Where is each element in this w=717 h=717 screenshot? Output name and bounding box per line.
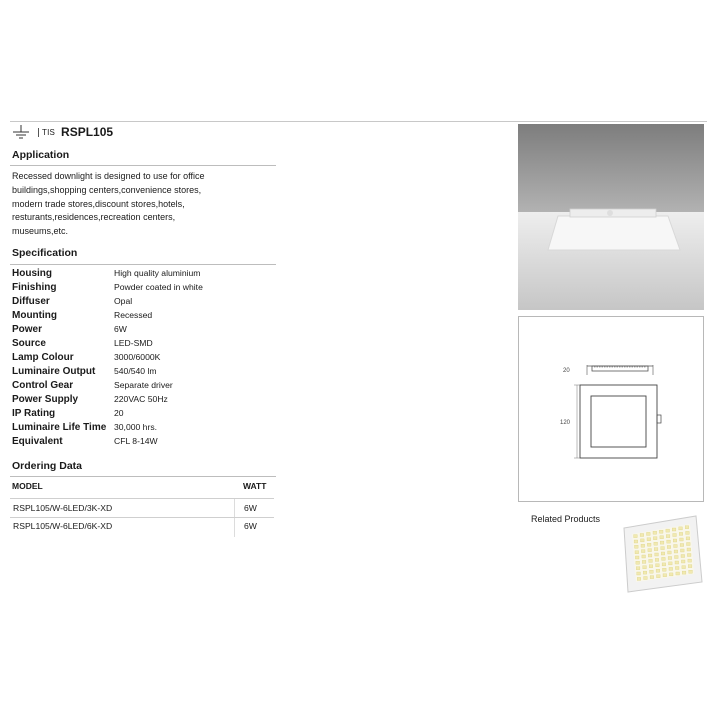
ordering-title: Ordering Data xyxy=(12,460,83,472)
led-bead xyxy=(637,577,641,580)
order-model: RSPL105/W-6LED/6K-XD xyxy=(13,521,113,531)
spec-key: Housing xyxy=(12,267,52,279)
spec-key: Power Supply xyxy=(12,393,79,405)
led-bead xyxy=(636,567,640,570)
led-bead xyxy=(659,530,663,533)
led-bead xyxy=(675,561,679,564)
dimension-diagram xyxy=(519,317,703,501)
spec-value: Opal xyxy=(114,296,133,306)
application-line: modern trade stores,discount stores,hotels, xyxy=(12,198,185,209)
product-header xyxy=(12,124,113,140)
led-bead xyxy=(642,555,646,558)
led-bead xyxy=(636,561,640,564)
led-bead xyxy=(661,547,665,550)
led-bead xyxy=(653,531,657,534)
application-line: resturants,residences,recreation centers, xyxy=(12,212,176,223)
specification-title: Specification xyxy=(12,247,78,259)
order-watt: 6W xyxy=(244,521,257,531)
spec-value: 6W xyxy=(114,324,127,334)
application-line: museums,etc. xyxy=(12,226,69,237)
spec-value: 220VAC 50Hz xyxy=(114,394,168,404)
application-title: Application xyxy=(12,149,70,161)
led-bead xyxy=(662,563,666,566)
led-bead xyxy=(666,529,670,532)
led-bead xyxy=(669,573,673,576)
application-rule xyxy=(10,165,276,166)
order-model: RSPL105/W-6LED/3K-XD xyxy=(13,503,113,513)
led-bead xyxy=(675,556,679,559)
led-bead xyxy=(647,543,651,546)
led-bead xyxy=(644,577,648,580)
led-bead xyxy=(661,552,665,555)
led-bead xyxy=(640,534,644,537)
spec-value: 30,000 hrs. xyxy=(114,422,157,432)
spec-value: Recessed xyxy=(114,310,153,320)
led-bead xyxy=(641,550,645,553)
led-bead xyxy=(681,549,685,552)
spec-key: IP Rating xyxy=(12,407,56,419)
led-bead xyxy=(647,538,651,541)
led-bead xyxy=(641,539,645,542)
spec-row xyxy=(12,308,274,322)
led-bead xyxy=(679,527,683,530)
led-bead xyxy=(688,559,692,562)
led-bead xyxy=(657,575,661,578)
led-bead xyxy=(643,566,647,569)
led-bead xyxy=(656,564,660,567)
spec-row xyxy=(12,294,274,308)
led-bead xyxy=(666,535,670,538)
led-bead xyxy=(635,551,639,554)
spec-value: 20 xyxy=(114,408,124,418)
led-bead xyxy=(643,571,647,574)
led-bead xyxy=(688,565,692,568)
spec-row xyxy=(12,420,274,434)
top-divider xyxy=(10,121,707,122)
spec-row xyxy=(12,280,274,294)
led-bead xyxy=(682,566,686,569)
column-header-model: MODEL xyxy=(12,481,43,491)
application-text xyxy=(12,170,262,239)
spec-row xyxy=(12,350,274,364)
led-bead xyxy=(653,537,657,540)
spec-value: 3000/6000K xyxy=(114,352,161,362)
led-bead xyxy=(663,574,667,577)
led-bead xyxy=(655,558,659,561)
size-dimension-label: 120 xyxy=(560,420,571,426)
spec-row xyxy=(12,336,274,350)
spec-key: Luminaire Life Time xyxy=(12,421,107,433)
spec-key: Lamp Colour xyxy=(12,351,74,363)
spec-key: Diffuser xyxy=(12,295,50,307)
led-bead xyxy=(649,559,653,562)
led-bead xyxy=(685,526,689,529)
led-bead xyxy=(656,569,660,572)
order-watt: 6W xyxy=(244,503,257,513)
spec-key: Mounting xyxy=(12,309,57,321)
related-product-image[interactable] xyxy=(616,508,704,596)
led-bead xyxy=(687,543,691,546)
specification-rule xyxy=(10,264,276,265)
led-bead xyxy=(674,545,678,548)
product-photo xyxy=(518,124,704,310)
led-bead xyxy=(673,534,677,537)
led-bead xyxy=(681,560,685,563)
spec-key: Finishing xyxy=(12,281,57,293)
led-bead xyxy=(686,531,690,534)
spec-row xyxy=(12,406,274,420)
spec-key: Control Gear xyxy=(12,379,74,391)
led-bead xyxy=(668,557,672,560)
spec-row xyxy=(12,266,274,280)
spec-value: CFL 8-14W xyxy=(114,436,158,446)
led-bead xyxy=(641,544,645,547)
led-bead xyxy=(647,532,651,535)
led-bead xyxy=(669,562,673,565)
led-bead xyxy=(674,550,678,553)
led-bead xyxy=(663,568,667,571)
related-products-label: Related Products xyxy=(531,514,601,524)
led-bead xyxy=(668,551,672,554)
led-bead xyxy=(687,554,691,557)
led-bead xyxy=(681,555,685,558)
specification-table xyxy=(12,266,274,448)
column-header-watt: WATT xyxy=(243,481,267,491)
led-bead xyxy=(667,540,671,543)
spec-key: Source xyxy=(12,337,46,349)
table-row xyxy=(12,503,274,517)
led-bead xyxy=(649,565,653,568)
led-bead xyxy=(673,539,677,542)
spec-row xyxy=(12,322,274,336)
led-bead xyxy=(680,538,684,541)
led-bead xyxy=(687,548,691,551)
spec-row xyxy=(12,364,274,378)
led-bead xyxy=(634,535,638,538)
led-bead xyxy=(667,546,671,549)
led-bead xyxy=(672,528,676,531)
led-bead xyxy=(660,541,664,544)
led-bead xyxy=(650,576,654,579)
led-bead xyxy=(635,556,639,559)
led-bead xyxy=(635,545,639,548)
spec-value: LED-SMD xyxy=(114,338,153,348)
led-bead xyxy=(655,553,659,556)
spec-value: 540/540 lm xyxy=(114,366,157,376)
led-bead xyxy=(654,548,658,551)
ordering-row-rule xyxy=(10,517,274,518)
led-bead xyxy=(689,570,693,573)
led-bead xyxy=(648,549,652,552)
table-row xyxy=(12,521,274,535)
spec-value: Powder coated in white xyxy=(114,282,203,292)
spec-key: Luminaire Output xyxy=(12,365,96,377)
led-bead xyxy=(634,540,638,543)
led-bead xyxy=(660,536,664,539)
earth-ground-icon xyxy=(12,125,30,139)
model-title: RSPL105 xyxy=(61,125,114,139)
depth-dimension-label: 20 xyxy=(563,368,570,374)
spec-value: Separate driver xyxy=(114,380,173,390)
spec-key: Equivalent xyxy=(12,435,63,447)
led-bead xyxy=(648,554,652,557)
led-bead xyxy=(676,572,680,575)
led-bead xyxy=(642,560,646,563)
spec-key: Power xyxy=(12,323,43,335)
dimension-drawing xyxy=(518,316,704,502)
application-line: Recessed downlight is designed to use for office xyxy=(12,171,205,181)
led-bead xyxy=(686,537,690,540)
tis-mark: TIS xyxy=(38,128,55,137)
led-bead xyxy=(679,532,683,535)
led-bead xyxy=(682,571,686,574)
led-bead xyxy=(662,557,666,560)
led-bead xyxy=(669,567,673,570)
spec-row xyxy=(12,392,274,406)
led-bead xyxy=(675,567,679,570)
ordering-table-header xyxy=(12,481,274,493)
application-line: buildings,shopping centers,convenience stores, xyxy=(12,184,202,195)
spec-value: High quality aluminium xyxy=(114,268,201,278)
led-bead xyxy=(654,542,658,545)
spec-row xyxy=(12,434,274,448)
spec-row xyxy=(12,378,274,392)
ordering-title-rule xyxy=(10,476,276,477)
led-bead xyxy=(680,544,684,547)
led-bead xyxy=(637,572,641,575)
led-bead xyxy=(650,570,654,573)
